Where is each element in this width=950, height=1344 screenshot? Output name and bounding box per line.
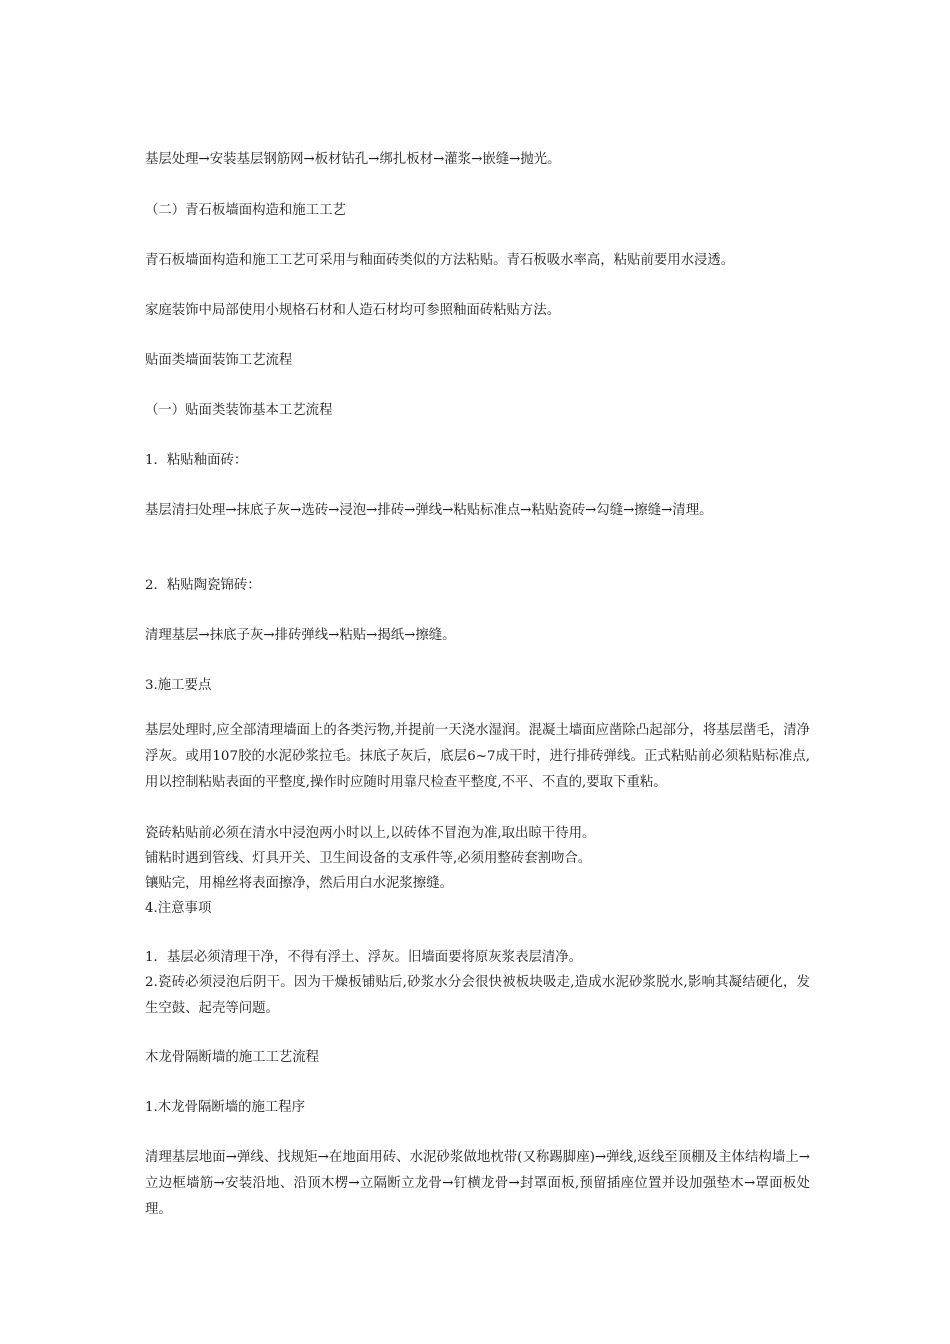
heading-notes: 4.注意事项 (145, 901, 212, 916)
paragraph-cut-tiles: 铺粘时遇到管线、灯具开关、卫生间设备的支承件等,必须用整砖套割吻合。 (145, 851, 592, 866)
heading-wood-partition-procedure: 1.木龙骨隔断墙的施工程序 (145, 1100, 306, 1115)
paragraph-glazed-tile-steps: 基层清扫处理→抹底子灰→选砖→浸泡→排砖→弹线→粘贴标准点→粘贴瓷砖→勾缝→擦缝→清理。 (145, 503, 713, 518)
paragraph-wood-partition-steps: 清理基层地面→弹线、找规矩→在地面用砖、水泥砂浆做地枕带(又称踢脚座)→弹线,返线至顶棚及主体结构墙上→立边框墙筋→安装沿地、沿顶木楞→立隔断立龙骨→钉横龙骨→封罩面板,预留插座位置并设加强垫木→罩面板处理。 (145, 1150, 810, 1217)
paragraph-grout: 镶贴完，用棉丝将表面擦净，然后用白水泥浆擦缝。 (145, 876, 453, 891)
heading-veneer-process: 贴面类墙面装饰工艺流程 (145, 353, 293, 368)
heading-mosaic-tile: 2．粘贴陶瓷锦砖： (145, 578, 261, 593)
heading-wood-partition: 木龙骨隔断墙的施工工艺流程 (145, 1050, 320, 1065)
heading-veneer-basic: （一）贴面类装饰基本工艺流程 (145, 403, 333, 418)
paragraph-bluestone-method: 青石板墙面构造和施工工艺可采用与釉面砖类似的方法粘贴。青石板吸水率高，粘贴前要用水浸透。 (145, 253, 735, 268)
paragraph-note-1: 1．基层必须清理干净，不得有浮土、浮灰。旧墙面要将原灰浆表层清净。 (145, 950, 583, 965)
paragraph-note-2: 2.瓷砖必须浸泡后阴干。因为干燥板铺贴后,砂浆水分会很快被板块吸走,造成水泥砂浆脱水,影响其凝结硬化，发生空鼓、起壳等问题。 (145, 975, 810, 1016)
paragraph-process-stone: 基层处理→安装基层钢筋网→板材钻孔→绑扎板材→灌浆→嵌缝→抛光。 (145, 152, 561, 167)
heading-glazed-tile: 1．粘贴釉面砖： (145, 453, 248, 468)
heading-bluestone-wall: （二）青石板墙面构造和施工工艺 (145, 203, 346, 218)
paragraph-home-decoration: 家庭装饰中局部使用小规格石材和人造石材均可参照釉面砖粘贴方法。 (145, 303, 561, 318)
paragraph-soak-tiles: 瓷砖粘贴前必须在清水中浸泡两小时以上,以砖体不冒泡为准,取出晾干待用。 (145, 826, 596, 841)
heading-construction-points: 3.施工要点 (145, 678, 212, 693)
paragraph-base-treatment: 基层处理时,应全部清理墙面上的各类污物,并提前一天浇水湿润。混凝土墙面应凿除凸起部分，将基层凿毛，清净浮灰。或用107胶的水泥砂浆拉毛。抹底子灰后，底层6~7成干时，进行排砖弹线。正式粘贴前必须粘贴标准点,用以控制粘贴表面的平整度,操作时应随时用靠尺检查平整度,不平、不直的,要取下重粘。 (145, 723, 810, 790)
paragraph-mosaic-steps: 清理基层→抹底子灰→排砖弹线→粘贴→揭纸→擦缝。 (145, 628, 456, 643)
